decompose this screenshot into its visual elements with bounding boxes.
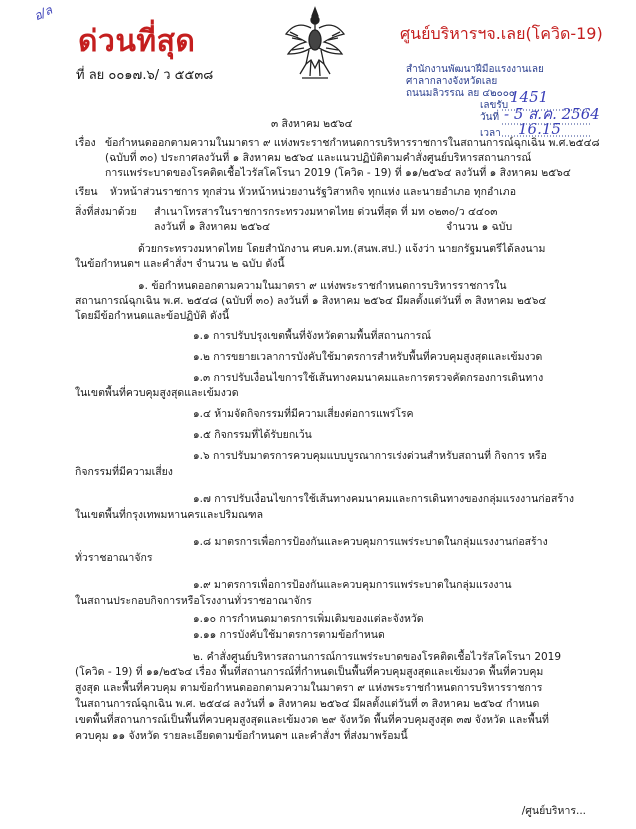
intro-line-1: ด้วยกระทรวงมหาดไทย โดยสำนักงาน ศบค.มท.(สนพ.สป.) แจ้งว่า นายกรัฐมนตรีได้ลงนาม (138, 243, 546, 255)
item-1-6-cont: กิจกรรมที่มีความเสี่ยง (75, 466, 173, 478)
item-1-4: ๑.๔ ห้ามจัดกิจกรรมที่มีความเสี่ยงต่อการแพร่โรค (193, 408, 414, 420)
item-1-1: ๑.๑ การปรับปรุงเขตพื้นที่จังหวัดตามพื้นที่สถานการณ์ (193, 330, 431, 342)
item-1-10: ๑.๑๐ การกำหนดมาตรการเพิ่มเติมของแต่ละจังหวัด (193, 613, 424, 625)
garuda-emblem-icon (284, 4, 346, 82)
receipt-stamp (400, 62, 600, 139)
attachment-line-2: ลงวันที่ ๑ สิงหาคม ๒๕๖๔ (154, 221, 271, 233)
item-1-8: ๑.๘ มาตรการเพื่อการป้องกันและควบคุมการแพร่ระบาดในกลุ่มแรงงานก่อสร้าง (193, 536, 548, 548)
item-1-6: ๑.๖ การปรับมาตรการควบคุมแบบบูรณาการเร่งด่วนสำหรับสถานที่ กิจการ หรือ (193, 450, 547, 462)
recipient-text: หัวหน้าส่วนราชการ ทุกส่วน หัวหน้าหน่วยงานรัฐวิสาหกิจ ทุกแห่ง และนายอำเภอ ทุกอำเภอ (110, 186, 517, 198)
item-1-2: ๑.๒ การขยายเวลาการบังคับใช้มาตรการสำหรับพื้นที่ควบคุมสูงสุดและเข้มงวด (193, 351, 543, 363)
document-number: ที่ ลย ๐๐๑๗.๖/ ว ๕๕๓๘ (76, 68, 214, 83)
attachment-label: สิ่งที่ส่งมาด้วย (75, 206, 137, 218)
item-1-3: ๑.๓ การปรับเงื่อนไขการใช้เส้นทางคมนาคมและการตรวจคัดกรองการเดินทาง (193, 372, 544, 384)
stamp-reg-value: 1451 (510, 88, 549, 106)
attachment-quantity: จำนวน ๑ ฉบับ (446, 221, 513, 233)
stamp-reg-label: เลขรับ (480, 100, 509, 111)
item-1-9-cont: ในสถานประกอบกิจการหรือโรงงานทั่วราชอาณาจักร (75, 595, 312, 607)
stamp-dotted-lines (502, 108, 592, 138)
section1-line-2: สถานการณ์ฉุกเฉิน พ.ศ. ๒๕๔๘ (ฉบับที่ ๓๐) ลงวันที่ ๑ สิงหาคม ๒๕๖๔ มีผลตั้งแต่วันที่ ๓ สิงหาคม ๒๕๖๔ (75, 295, 547, 307)
issuing-center-label: ศูนย์บริหารฯจ.เลย(โควิด-19) (400, 24, 603, 43)
stamp-address-line1: ศาลากลางจังหวัดเลย (406, 76, 498, 87)
subject-line-3: การแพร่ระบาดของโรคติดเชื้อไวรัสโคโรนา 2019 (โควิด - 19) ที่ ๑๑/๒๕๖๔ ลงวันที่ ๑ สิงหาคม ๒๕๖๔ (105, 167, 571, 179)
item-1-7-cont: ในเขตพื้นที่กรุงเทพมหานครและปริมณฑล (75, 509, 264, 521)
subject-line-1: ข้อกำหนดออกตามความในมาตรา ๙ แห่งพระราชกำหนดการบริหารราชการในสถานการณ์ฉุกเฉิน พ.ศ.๒๕๔๘ (105, 137, 600, 149)
item-1-3-cont: ในเขตพื้นที่ควบคุมสูงสุดและเข้มงวด (75, 387, 239, 399)
section2-line-1: ๒. คำสั่งศูนย์บริหารสถานการณ์การแพร่ระบาดของโรคติดเชื้อไวรัสโคโรนา 2019 (193, 651, 562, 663)
section2-line-3: สูงสุด และพื้นที่ควบคุม ตามข้อกำหนดออกตามความในมาตรา ๙ แห่งพระราชกำหนดการบริหารราชการ (75, 682, 543, 694)
section1-line-3: โดยมีข้อกำหนดและข้อปฏิบัติ ดังนี้ (75, 310, 230, 322)
stamp-address-line2: ถนนมลิวรรณ ลย ๔๒๐๐๐ (406, 88, 515, 99)
stamp-time-value: 16.15 (518, 120, 561, 138)
stamp-date-value: - 5 ส.ค. 2564 (504, 105, 600, 123)
stamp-office-name: สำนักงานพัฒนาฝีมือแรงงานเลย (406, 64, 544, 75)
section1-line-1: ๑. ข้อกำหนดออกตามความในมาตรา ๙ แห่งพระราชกำหนดการบริหารราชการใน (138, 280, 507, 292)
document-date: ๓ สิงหาคม ๒๕๖๔ (271, 118, 353, 130)
item-1-8-cont: ทั่วราชอาณาจักร (75, 552, 153, 564)
urgency-label: ด่วนที่สุด (78, 24, 196, 59)
subject-line-2: (ฉบับที่ ๓๐) ประกาศลงวันที่ ๑ สิงหาคม ๒๕๖๔ และแนวปฏิบัติตามคำสั่งศูนย์บริหารสถานการณ์ (105, 152, 532, 164)
stamp-time-label: เวลา (480, 128, 501, 139)
stamp-date-label: วันที่ (480, 112, 500, 123)
item-1-9: ๑.๙ มาตรการเพื่อการป้องกันและควบคุมการแพร่ระบาดในกลุ่มแรงงาน (193, 579, 512, 591)
handwritten-margin-note: อ/ล (31, 2, 55, 24)
item-1-11: ๑.๑๑ การบังคับใช้มาตรการตามข้อกำหนด (193, 629, 385, 641)
item-1-5: ๑.๕ กิจกรรมที่ได้รับยกเว้น (193, 429, 312, 441)
recipient-label: เรียน (75, 186, 98, 198)
section2-line-5: เขตพื้นที่สถานการณ์เป็นพื้นที่ควบคุมสูงสุดและเข้มงวด ๒๙ จังหวัด พื้นที่ควบคุมสูงสุด ๓๗ จังหวัด และพื้นที่ (75, 714, 549, 726)
intro-line-2: ในข้อกำหนดฯ และคำสั่งฯ จำนวน ๒ ฉบับ ดังนี้ (75, 258, 285, 270)
subject-label: เรื่อง (75, 137, 96, 149)
section2-line-2: (โควิด - 19) ที่ ๑๑/๒๕๖๔ เรื่อง พื้นที่สถานการณ์ที่กำหนดเป็นพื้นที่ควบคุมสูงสุดและเข้มงวด พื้นที่ควบคุม (75, 666, 544, 678)
attachment-line-1: สำเนาโทรสารในราชการกระทรวงมหาดไทย ด่วนที่สุด ที่ มท ๐๒๓๐/ว ๔๔๐๓ (154, 206, 498, 218)
item-1-7: ๑.๗ การปรับเงื่อนไขการใช้เส้นทางคมนาคมและการเดินทางของกลุ่มแรงงานก่อสร้าง (193, 493, 575, 505)
page-continuation-marker: /ศูนย์บริหาร... (521, 805, 586, 817)
section2-line-6: ควบคุม ๑๑ จังหวัด รายละเอียดตามข้อกำหนดฯ และคำสั่งฯ ที่ส่งมาพร้อมนี้ (75, 730, 408, 742)
section2-line-4: ในสถานการณ์ฉุกเฉิน พ.ศ. ๒๕๔๘ ลงวันที่ ๑ สิงหาคม ๒๕๖๔ มีผลตั้งแต่วันที่ ๓ สิงหาคม ๒๕๖๔ กำหนด (75, 698, 540, 710)
